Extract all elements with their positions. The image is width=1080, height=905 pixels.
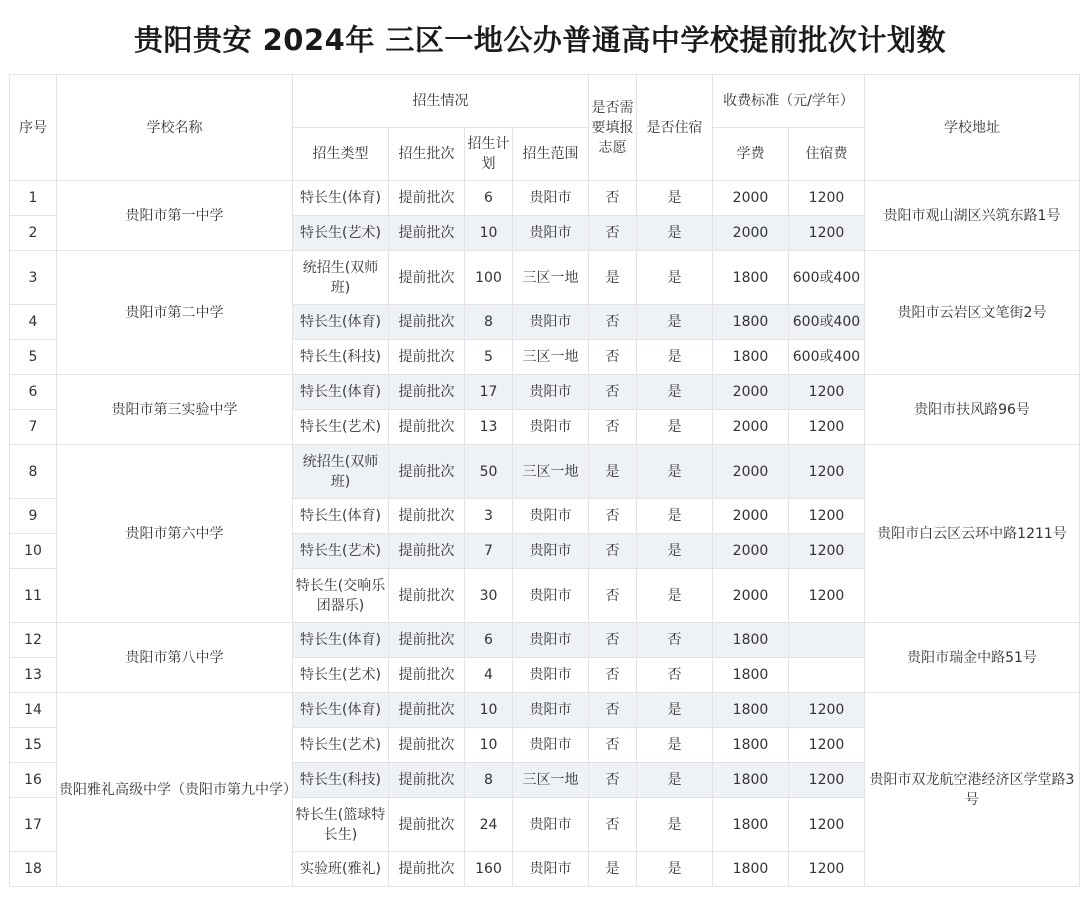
cell-seq: 8 (10, 445, 57, 499)
cell-range: 三区一地 (513, 340, 589, 375)
table-row (10, 693, 1080, 728)
cell-range: 贵阳市 (513, 499, 589, 534)
cell-tuition: 2000 (713, 534, 789, 569)
cell-type: 特长生(体育) (293, 499, 389, 534)
cell-lodging: 1200 (789, 216, 865, 251)
cell-need: 是 (589, 852, 637, 887)
cell-need: 否 (589, 569, 637, 623)
cell-board: 否 (637, 623, 713, 658)
table-row (10, 623, 1080, 658)
cell-board: 是 (637, 798, 713, 852)
cell-seq: 11 (10, 569, 57, 623)
cell-range: 三区一地 (513, 445, 589, 499)
cell-lodging: 600或400 (789, 340, 865, 375)
cell-tuition: 2000 (713, 216, 789, 251)
cell-seq: 14 (10, 693, 57, 728)
cell-batch: 提前批次 (389, 305, 465, 340)
cell-board: 是 (637, 728, 713, 763)
cell-plan: 50 (465, 445, 513, 499)
table-body (10, 181, 1080, 887)
cell-lodging: 1200 (789, 181, 865, 216)
cell-plan: 5 (465, 340, 513, 375)
cell-plan: 160 (465, 852, 513, 887)
cell-lodging: 1200 (789, 534, 865, 569)
cell-type: 特长生(艺术) (293, 410, 389, 445)
cell-tuition: 1800 (713, 852, 789, 887)
cell-board: 是 (637, 763, 713, 798)
cell-plan: 8 (465, 305, 513, 340)
cell-tuition: 1800 (713, 693, 789, 728)
cell-need: 是 (589, 445, 637, 499)
cell-batch: 提前批次 (389, 534, 465, 569)
cell-board: 是 (637, 251, 713, 305)
cell-lodging: 1200 (789, 798, 865, 852)
cell-plan: 10 (465, 216, 513, 251)
cell-need: 否 (589, 305, 637, 340)
cell-batch: 提前批次 (389, 375, 465, 410)
header-enroll: 招生情况 (293, 75, 589, 128)
cell-seq: 1 (10, 181, 57, 216)
cell-type: 统招生(双师班) (293, 251, 389, 305)
cell-range: 贵阳市 (513, 216, 589, 251)
cell-need: 否 (589, 340, 637, 375)
cell-need: 否 (589, 728, 637, 763)
cell-seq: 15 (10, 728, 57, 763)
cell-board: 是 (637, 340, 713, 375)
cell-school-address: 贵阳市观山湖区兴筑东路1号 (865, 181, 1080, 251)
cell-range: 贵阳市 (513, 798, 589, 852)
cell-type: 特长生(科技) (293, 763, 389, 798)
header-school: 学校名称 (57, 75, 293, 181)
cell-tuition: 2000 (713, 410, 789, 445)
cell-tuition: 1800 (713, 251, 789, 305)
cell-plan: 10 (465, 728, 513, 763)
cell-board: 是 (637, 693, 713, 728)
cell-plan: 6 (465, 623, 513, 658)
cell-school-address: 贵阳市扶风路96号 (865, 375, 1080, 445)
cell-type: 特长生(交响乐团器乐) (293, 569, 389, 623)
cell-lodging: 1200 (789, 375, 865, 410)
cell-need: 否 (589, 623, 637, 658)
cell-batch: 提前批次 (389, 728, 465, 763)
cell-school-address: 贵阳市云岩区文笔街2号 (865, 251, 1080, 375)
cell-school-name: 贵阳市第六中学 (57, 445, 293, 623)
cell-seq: 3 (10, 251, 57, 305)
cell-board: 是 (637, 534, 713, 569)
header-address: 学校地址 (865, 75, 1080, 181)
cell-need: 否 (589, 534, 637, 569)
cell-type: 特长生(体育) (293, 305, 389, 340)
cell-batch: 提前批次 (389, 181, 465, 216)
cell-range: 贵阳市 (513, 728, 589, 763)
cell-board: 是 (637, 852, 713, 887)
cell-tuition: 1800 (713, 798, 789, 852)
cell-school-name: 贵阳市第八中学 (57, 623, 293, 693)
cell-batch: 提前批次 (389, 852, 465, 887)
cell-school-name: 贵阳市第三实验中学 (57, 375, 293, 445)
cell-seq: 5 (10, 340, 57, 375)
cell-school-address: 贵阳市白云区云环中路1211号 (865, 445, 1080, 623)
cell-plan: 4 (465, 658, 513, 693)
cell-need: 否 (589, 375, 637, 410)
cell-type: 特长生(体育) (293, 375, 389, 410)
cell-tuition: 2000 (713, 569, 789, 623)
cell-plan: 30 (465, 569, 513, 623)
cell-board: 是 (637, 445, 713, 499)
cell-lodging: 1200 (789, 693, 865, 728)
cell-lodging: 1200 (789, 410, 865, 445)
cell-type: 特长生(体育) (293, 181, 389, 216)
cell-tuition: 2000 (713, 499, 789, 534)
cell-seq: 10 (10, 534, 57, 569)
cell-range: 贵阳市 (513, 410, 589, 445)
cell-range: 贵阳市 (513, 693, 589, 728)
cell-tuition: 1800 (713, 305, 789, 340)
cell-lodging: 1200 (789, 852, 865, 887)
cell-need: 是 (589, 251, 637, 305)
cell-tuition: 1800 (713, 340, 789, 375)
table-row (10, 251, 1080, 305)
cell-range: 贵阳市 (513, 569, 589, 623)
cell-range: 贵阳市 (513, 534, 589, 569)
header-seq: 序号 (10, 75, 57, 181)
cell-seq: 2 (10, 216, 57, 251)
cell-lodging (789, 623, 865, 658)
cell-lodging: 600或400 (789, 305, 865, 340)
cell-batch: 提前批次 (389, 798, 465, 852)
cell-tuition: 1800 (713, 658, 789, 693)
cell-type: 特长生(艺术) (293, 534, 389, 569)
cell-tuition: 2000 (713, 445, 789, 499)
cell-plan: 13 (465, 410, 513, 445)
cell-plan: 100 (465, 251, 513, 305)
cell-seq: 17 (10, 798, 57, 852)
header-batch: 招生批次 (389, 128, 465, 181)
cell-school-address: 贵阳市瑞金中路51号 (865, 623, 1080, 693)
cell-seq: 12 (10, 623, 57, 658)
cell-batch: 提前批次 (389, 445, 465, 499)
cell-need: 否 (589, 763, 637, 798)
cell-type: 特长生(体育) (293, 623, 389, 658)
cell-range: 贵阳市 (513, 852, 589, 887)
cell-board: 是 (637, 305, 713, 340)
cell-school-name: 贵阳雅礼高级中学（贵阳市第九中学） (57, 693, 293, 887)
cell-plan: 10 (465, 693, 513, 728)
cell-plan: 3 (465, 499, 513, 534)
cell-type: 实验班(雅礼) (293, 852, 389, 887)
cell-lodging: 1200 (789, 763, 865, 798)
cell-range: 贵阳市 (513, 181, 589, 216)
cell-need: 否 (589, 693, 637, 728)
cell-board: 是 (637, 410, 713, 445)
cell-need: 否 (589, 658, 637, 693)
cell-need: 否 (589, 410, 637, 445)
enrollment-table (9, 74, 1080, 887)
cell-lodging: 1200 (789, 499, 865, 534)
cell-type: 特长生(科技) (293, 340, 389, 375)
cell-seq: 13 (10, 658, 57, 693)
header-tuition: 学费 (713, 128, 789, 181)
cell-plan: 8 (465, 763, 513, 798)
cell-plan: 24 (465, 798, 513, 852)
cell-plan: 17 (465, 375, 513, 410)
cell-school-address: 贵阳市双龙航空港经济区学堂路3号 (865, 693, 1080, 887)
page-title: 贵阳贵安 2024年 三区一地公办普通高中学校提前批次计划数 (134, 23, 946, 57)
cell-batch: 提前批次 (389, 623, 465, 658)
table-row (10, 375, 1080, 410)
cell-board: 否 (637, 658, 713, 693)
cell-range: 三区一地 (513, 251, 589, 305)
cell-seq: 9 (10, 499, 57, 534)
cell-tuition: 1800 (713, 728, 789, 763)
cell-need: 否 (589, 798, 637, 852)
cell-type: 特长生(体育) (293, 693, 389, 728)
cell-seq: 16 (10, 763, 57, 798)
cell-board: 是 (637, 216, 713, 251)
cell-range: 贵阳市 (513, 305, 589, 340)
header-need-apply: 是否需要填报志愿 (589, 75, 637, 181)
cell-batch: 提前批次 (389, 693, 465, 728)
cell-type: 统招生(双师班) (293, 445, 389, 499)
cell-range: 三区一地 (513, 763, 589, 798)
cell-lodging: 1200 (789, 728, 865, 763)
cell-plan: 7 (465, 534, 513, 569)
cell-tuition: 1800 (713, 763, 789, 798)
cell-need: 否 (589, 216, 637, 251)
cell-type: 特长生(艺术) (293, 216, 389, 251)
cell-seq: 6 (10, 375, 57, 410)
cell-lodging: 1200 (789, 569, 865, 623)
cell-batch: 提前批次 (389, 340, 465, 375)
cell-batch: 提前批次 (389, 763, 465, 798)
cell-school-name: 贵阳市第一中学 (57, 181, 293, 251)
cell-range: 贵阳市 (513, 658, 589, 693)
cell-lodging (789, 658, 865, 693)
cell-lodging: 1200 (789, 445, 865, 499)
cell-batch: 提前批次 (389, 499, 465, 534)
cell-board: 是 (637, 181, 713, 216)
cell-batch: 提前批次 (389, 658, 465, 693)
header-range: 招生范围 (513, 128, 589, 181)
cell-board: 是 (637, 499, 713, 534)
header-plan: 招生计划 (465, 128, 513, 181)
cell-lodging: 600或400 (789, 251, 865, 305)
cell-tuition: 2000 (713, 181, 789, 216)
table-row (10, 181, 1080, 216)
cell-range: 贵阳市 (513, 623, 589, 658)
table-row (10, 445, 1080, 499)
cell-seq: 7 (10, 410, 57, 445)
header-lodging: 住宿费 (789, 128, 865, 181)
cell-tuition: 1800 (713, 623, 789, 658)
cell-batch: 提前批次 (389, 569, 465, 623)
cell-type: 特长生(篮球特长生) (293, 798, 389, 852)
cell-type: 特长生(艺术) (293, 728, 389, 763)
cell-need: 否 (589, 181, 637, 216)
cell-tuition: 2000 (713, 375, 789, 410)
cell-need: 否 (589, 499, 637, 534)
cell-seq: 4 (10, 305, 57, 340)
cell-type: 特长生(艺术) (293, 658, 389, 693)
cell-seq: 18 (10, 852, 57, 887)
cell-batch: 提前批次 (389, 251, 465, 305)
cell-plan: 6 (465, 181, 513, 216)
cell-school-name: 贵阳市第二中学 (57, 251, 293, 375)
header-boarding: 是否住宿 (637, 75, 713, 181)
cell-batch: 提前批次 (389, 216, 465, 251)
cell-batch: 提前批次 (389, 410, 465, 445)
cell-range: 贵阳市 (513, 375, 589, 410)
cell-board: 是 (637, 569, 713, 623)
header-type: 招生类型 (293, 128, 389, 181)
cell-board: 是 (637, 375, 713, 410)
header-fee: 收费标准（元/学年） (713, 75, 865, 128)
